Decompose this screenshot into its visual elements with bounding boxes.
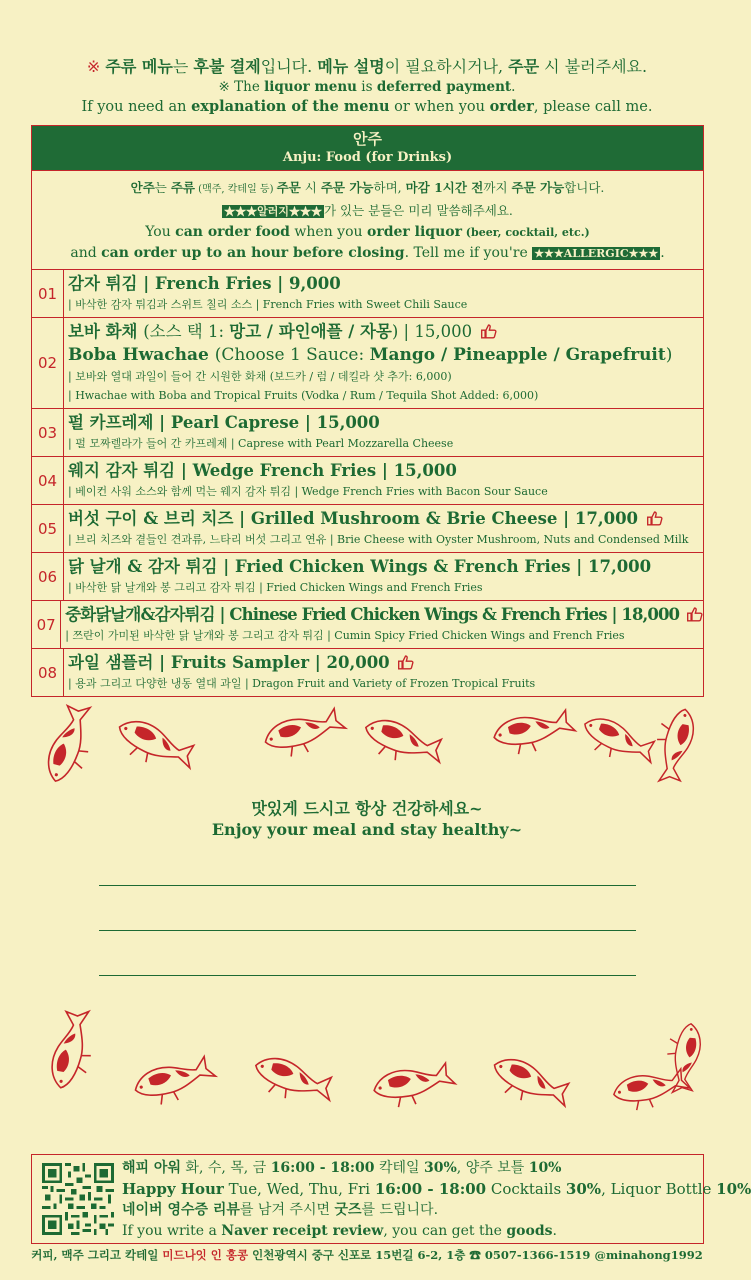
item-number: 07 xyxy=(32,601,61,648)
menu-item xyxy=(32,553,703,601)
item-number: 04 xyxy=(32,457,64,504)
item-description: | 쯔란이 가미된 바삭한 닭 날개와 봉 그리고 감자 튀김 | Cumin Spicy Fried Chicken Wings and French Fries xyxy=(65,629,625,642)
happy-hour-english: Happy Hour Tue, Wed, Thu, Fri 16:00 - 18:00 Cocktails 30%, Liquor Bottle 10% xyxy=(122,1180,751,1198)
happy-hour-korean: 해피 아워 화, 수, 목, 금 16:00 - 18:00 칵테일 30%, 양주 보틀 10% xyxy=(122,1160,562,1176)
thumbs-up-icon xyxy=(397,653,414,671)
item-title: 보바 화채 (소스 택 1: 망고 / 파인애플 / 자몽) | 15,000 xyxy=(68,321,703,343)
allergy-tag: ★★★알러지★★★ xyxy=(224,205,322,218)
menu-item xyxy=(32,505,703,553)
item-number: 03 xyxy=(32,409,64,456)
koi-fish-icon xyxy=(30,1005,710,1095)
thumbs-up-icon xyxy=(686,605,703,623)
section-title-english: Anju: Food (for Drinks) xyxy=(282,150,453,165)
item-number: 02 xyxy=(32,318,64,408)
shop-name: 미드나잇 인 홍콩 xyxy=(162,1248,249,1262)
menu-item xyxy=(32,318,703,409)
section-header xyxy=(32,126,703,171)
closing-message xyxy=(0,798,734,840)
item-title: 버섯 구이 & 브리 치즈 | Grilled Mushroom & Brie Cheese | 17,000 xyxy=(68,508,703,530)
anju-menu xyxy=(31,125,704,697)
intro-english-2: and can order up to an hour before closing. Tell me if you're ★★★ALLERGIC★★★ . xyxy=(70,245,665,261)
item-description: | 바삭한 닭 날개와 봉 그리고 감자 튀김 | Fried Chicken Wings and French Fries xyxy=(68,581,483,594)
payment-notice xyxy=(0,56,734,117)
item-title: 펄 카프레제 | Pearl Caprese | 15,000 xyxy=(68,413,380,432)
menu-item xyxy=(32,270,703,318)
notice-english-2: If you need an explanation of the menu or when you order, please call me. xyxy=(81,98,653,115)
item-description-english: | Hwachae with Boba and Tropical Fruits (Vodka / Rum / Tequila Shot Added: 6,000) xyxy=(68,389,539,402)
item-number: 06 xyxy=(32,553,64,600)
intro-korean: 안주는 주류 (맥주, 칵테일 등) 주문 시 주문 가능하며, 마감 1시간 전까지 주문 가능합니다. xyxy=(130,180,605,195)
notice-korean: ※ 주류 메뉴는 후불 결제입니다. 메뉴 설명이 필요하시거나, 주문 시 불러주세요. xyxy=(86,57,648,76)
allergy-tag-english: ★★★ALLERGIC★★★ xyxy=(534,247,659,260)
intro-allergy-korean: ★★★알러지★★★ 가 있는 분들은 미리 말씀해주세요. xyxy=(224,203,513,218)
item-title-english: Boba Hwachae (Choose 1 Sauce: Mango / Pineapple / Grapefruit) xyxy=(68,345,673,365)
item-description: | 브리 치즈와 곁들인 견과류, 느타리 버섯 그리고 연유 | Brie Cheese with Oyster Mushroom, Nuts and Condensed Milk xyxy=(68,533,689,546)
memo-line xyxy=(99,885,636,886)
koi-fish-decoration-bottom xyxy=(30,1005,710,1095)
item-title: 웨지 감자 튀김 | Wedge French Fries | 15,000 xyxy=(68,461,457,480)
koi-fish-decoration-top xyxy=(30,702,710,792)
item-title: 닭 날개 & 감자 튀김 | Fried Chicken Wings & French Fries | 17,000 xyxy=(68,557,652,576)
section-title-korean: 안주 xyxy=(353,130,382,148)
item-description: | 용과 그리고 다양한 냉동 열대 과일 | Dragon Fruit and Variety of Frozen Tropical Fruits xyxy=(68,677,536,690)
item-number: 05 xyxy=(32,505,64,552)
closing-korean: 맛있게 드시고 항상 건강하세요~ xyxy=(251,799,483,818)
item-description: | 보바와 열대 과일이 들어 간 시원한 화채 (보드카 / 럼 / 데킬라 샷 추가: 6,000) xyxy=(68,370,452,383)
review-english: If you write a Naver receipt review, you can get the goods. xyxy=(122,1223,557,1239)
item-title: 중화닭날개&감자튀김 | Chinese Fried Chicken Wings & French Fries | 18,000 xyxy=(65,604,703,626)
review-korean: 네이버 영수증 리뷰를 남겨 주시면 굿즈를 드립니다. xyxy=(122,1202,439,1218)
thumbs-up-icon xyxy=(480,322,497,340)
item-title: 감자 튀김 | French Fries | 9,000 xyxy=(68,274,341,293)
item-description: | 바삭한 감자 튀김과 스위트 칠리 소스 | French Fries with Sweet Chili Sauce xyxy=(68,298,468,311)
item-description: | 베이컨 사워 소스와 함께 먹는 웨지 감자 튀김 | Wedge French Fries with Bacon Sour Sauce xyxy=(68,485,548,498)
item-title: 과일 샘플러 | Fruits Sampler | 20,000 xyxy=(68,652,703,674)
menu-item xyxy=(32,409,703,457)
item-description: | 펄 모짜렐라가 들어 간 카프레제 | Caprese with Pearl Mozzarella Cheese xyxy=(68,437,454,450)
memo-line xyxy=(99,930,636,931)
koi-fish-icon xyxy=(30,702,710,792)
menu-intro xyxy=(32,171,703,270)
menu-item xyxy=(32,601,703,649)
happy-hour-box xyxy=(31,1154,751,1244)
item-number: 01 xyxy=(32,270,64,317)
menu-item xyxy=(32,457,703,505)
footer-address: 커피, 맥주 그리고 칵테일 미드나잇 인 홍콩 인천광역시 중구 신포로 15번길 6-2, 1층 ☎ 0507-1366-1519 @minahong1992 xyxy=(31,1248,703,1262)
thumbs-up-icon xyxy=(646,509,663,527)
intro-english-1: You can order food when you order liquor (beer, cocktail, etc.) xyxy=(145,224,590,240)
closing-english: Enjoy your meal and stay healthy~ xyxy=(211,820,523,839)
qr-code[interactable] xyxy=(42,1163,114,1235)
happy-hour-text xyxy=(122,1158,751,1242)
item-number: 08 xyxy=(32,649,64,696)
memo-line xyxy=(99,975,636,976)
menu-item xyxy=(32,649,703,696)
notice-english-1: ※ The liquor menu is deferred payment. xyxy=(218,79,516,95)
